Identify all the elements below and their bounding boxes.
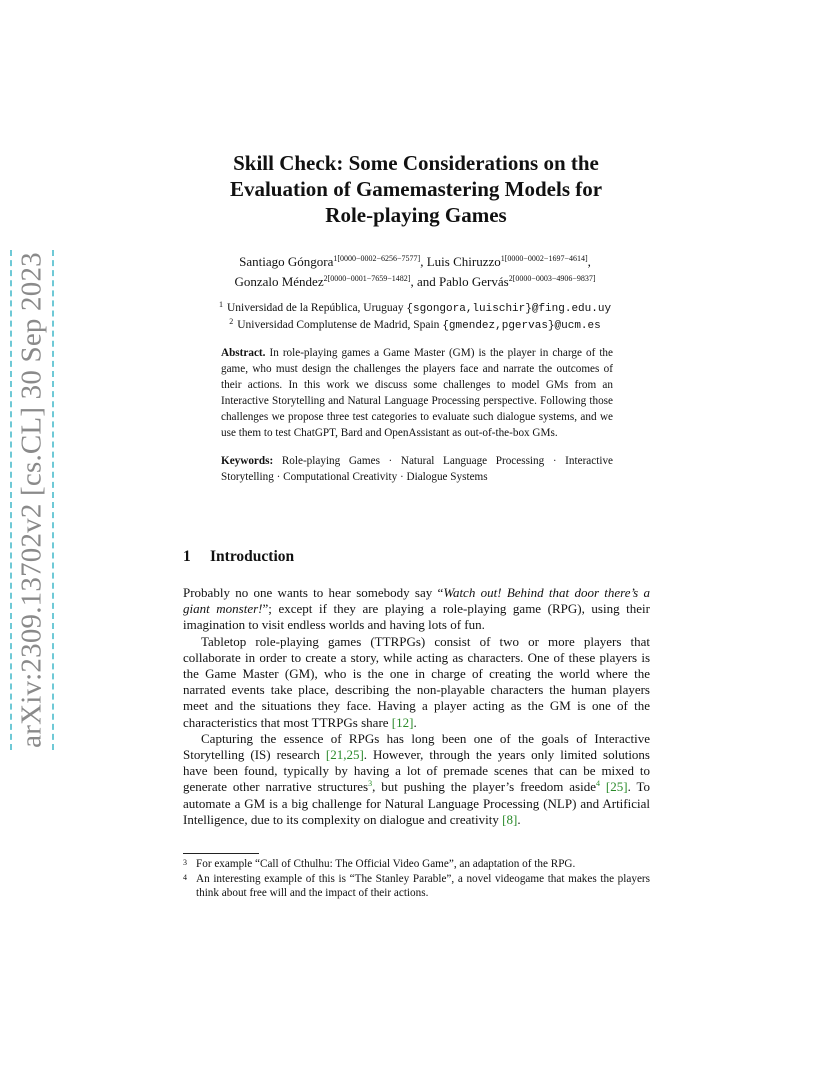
- abstract-block: [221, 345, 613, 485]
- institution-name: Universidad Complutense de Madrid, Spain: [237, 319, 443, 331]
- quoted-speech: Watch out! Behind that door there’s a giant monster!: [183, 585, 650, 617]
- citation-link[interactable]: [25]: [605, 779, 628, 795]
- footnote-mark: 3: [183, 858, 187, 867]
- footnote-link[interactable]: 4: [596, 779, 600, 789]
- orcid-superscript[interactable]: 1[0000−0002−6256−7577]: [333, 254, 421, 263]
- footnotes: [183, 857, 650, 901]
- section-number: 1: [183, 548, 191, 565]
- abstract-label: Abstract.: [221, 347, 266, 359]
- text-run: Tabletop role-playing games (TTRPGs) consist of two or more players that collaborate in order to create a story, while acting as characters. One of these players is the Game Master (GM), who is the one in charge of creating the world where the narrated events take place, describing the non-playable characters the human players meet and the situations they face. Having a player acting as the GM is one of the characteristics that most TTRPGs share: [183, 633, 650, 730]
- author-list: [160, 252, 670, 292]
- affiliation-number: 1: [218, 300, 223, 309]
- paper-title: [150, 150, 682, 228]
- author-line-1: [160, 252, 670, 272]
- text-run: . To automate a GM is a big challenge for Natural Language Processing (NLP) and Artificial Intelligence, due to its complexity on dialogue and creativity: [183, 779, 650, 827]
- affiliation-number: 2: [229, 317, 234, 326]
- footnote-text: An interesting example of this is “The Stanley Parable”, a novel videogame that makes the players think about free will and the impact of their actions.: [196, 872, 650, 899]
- author-name: , Luis Chiruzzo: [420, 254, 501, 269]
- citation-link[interactable]: [12]: [391, 714, 414, 730]
- paragraph-3: [183, 731, 650, 828]
- paragraph-1: [183, 585, 650, 634]
- text-run: ”; except if they are playing a role-playing game (RPG), using their imagination to visit endless worlds and having lots of fun.: [183, 601, 650, 633]
- text-run: . However, through the years only limited solutions have been found, typically by having a lot of premade scenes that can be mixed to generate other narrative structures: [183, 747, 650, 795]
- text-run: , but pushing the player’s freedom aside: [372, 779, 596, 795]
- author-name: Gonzalo Méndez: [234, 274, 324, 289]
- keywords-label: Keywords:: [221, 455, 274, 467]
- abstract-paragraph: [221, 345, 613, 441]
- section-heading: [183, 548, 294, 566]
- footnote-divider: [183, 853, 259, 854]
- orcid-superscript[interactable]: 1[0000−0002−1697−4614]: [500, 254, 588, 263]
- email-address[interactable]: {sgongora,luischir}@fing.edu.uy: [406, 303, 612, 315]
- text-run: .: [413, 714, 417, 730]
- orcid-superscript[interactable]: 2[0000−0003−4906−9837]: [508, 274, 596, 283]
- section-title: Introduction: [210, 548, 295, 565]
- affiliation-1: [160, 300, 670, 317]
- citation-link[interactable]: [8]: [502, 811, 518, 827]
- affiliations: [160, 300, 670, 334]
- email-address[interactable]: {gmendez,pgervas}@ucm.es: [442, 320, 601, 332]
- author-line-2: [160, 272, 670, 292]
- abstract-text: In role-playing games a Game Master (GM) is the player in charge of the game, who must design the challenges the players face and narrate the outcomes of their actions. In this work we discuss some challenges to model GMs from an Interactive Storytelling and Natural Language Processing perspective. Following those challenges we propose three test categories to evaluate such dialogue systems, and we use them to test ChatGPT, Bard and OpenAssistant as out-of-the-box GMs.: [221, 347, 613, 439]
- body-text: [183, 585, 650, 828]
- title-line-3: Role-playing Games: [325, 203, 507, 227]
- footnote-mark: 4: [183, 872, 187, 882]
- author-name: , and Pablo Gervás: [410, 274, 509, 289]
- title-line-1: Skill Check: Some Considerations on the: [233, 151, 599, 175]
- orcid-superscript[interactable]: 2[0000−0001−7659−1482]: [323, 274, 411, 283]
- keywords-paragraph: [221, 453, 613, 485]
- arxiv-identifier[interactable]: arXiv:2309.13702v2 [cs.CL] 30 Sep 2023: [15, 252, 48, 748]
- footnote-item: [183, 872, 650, 901]
- institution-name: Universidad de la República, Uruguay: [226, 302, 407, 314]
- citation-link[interactable]: [21,25]: [325, 747, 364, 763]
- footnote-text: For example “Call of Cthulhu: The Official Video Game”, an adaptation of the RPG.: [196, 858, 576, 870]
- text-run: Capturing the essence of RPGs has long been one of the goals of Interactive Storytelling (IS) research: [183, 730, 650, 763]
- affiliation-2: [160, 317, 670, 334]
- footnote-item: [183, 857, 650, 872]
- footnote-link[interactable]: 3: [368, 779, 373, 789]
- keywords-text: Role-playing Games · Natural Language Processing · Interactive Storytelling · Computational Creativity · Dialogue Systems: [221, 455, 614, 483]
- author-name: Santiago Góngora: [239, 254, 334, 269]
- paragraph-2: [183, 634, 650, 731]
- title-line-2: Evaluation of Gamemastering Models for: [229, 177, 603, 201]
- text-run: Probably no one wants to hear somebody say “: [183, 585, 444, 600]
- text-run: .: [517, 811, 521, 827]
- author-separator: ,: [587, 254, 591, 269]
- arxiv-stamp: [10, 250, 54, 750]
